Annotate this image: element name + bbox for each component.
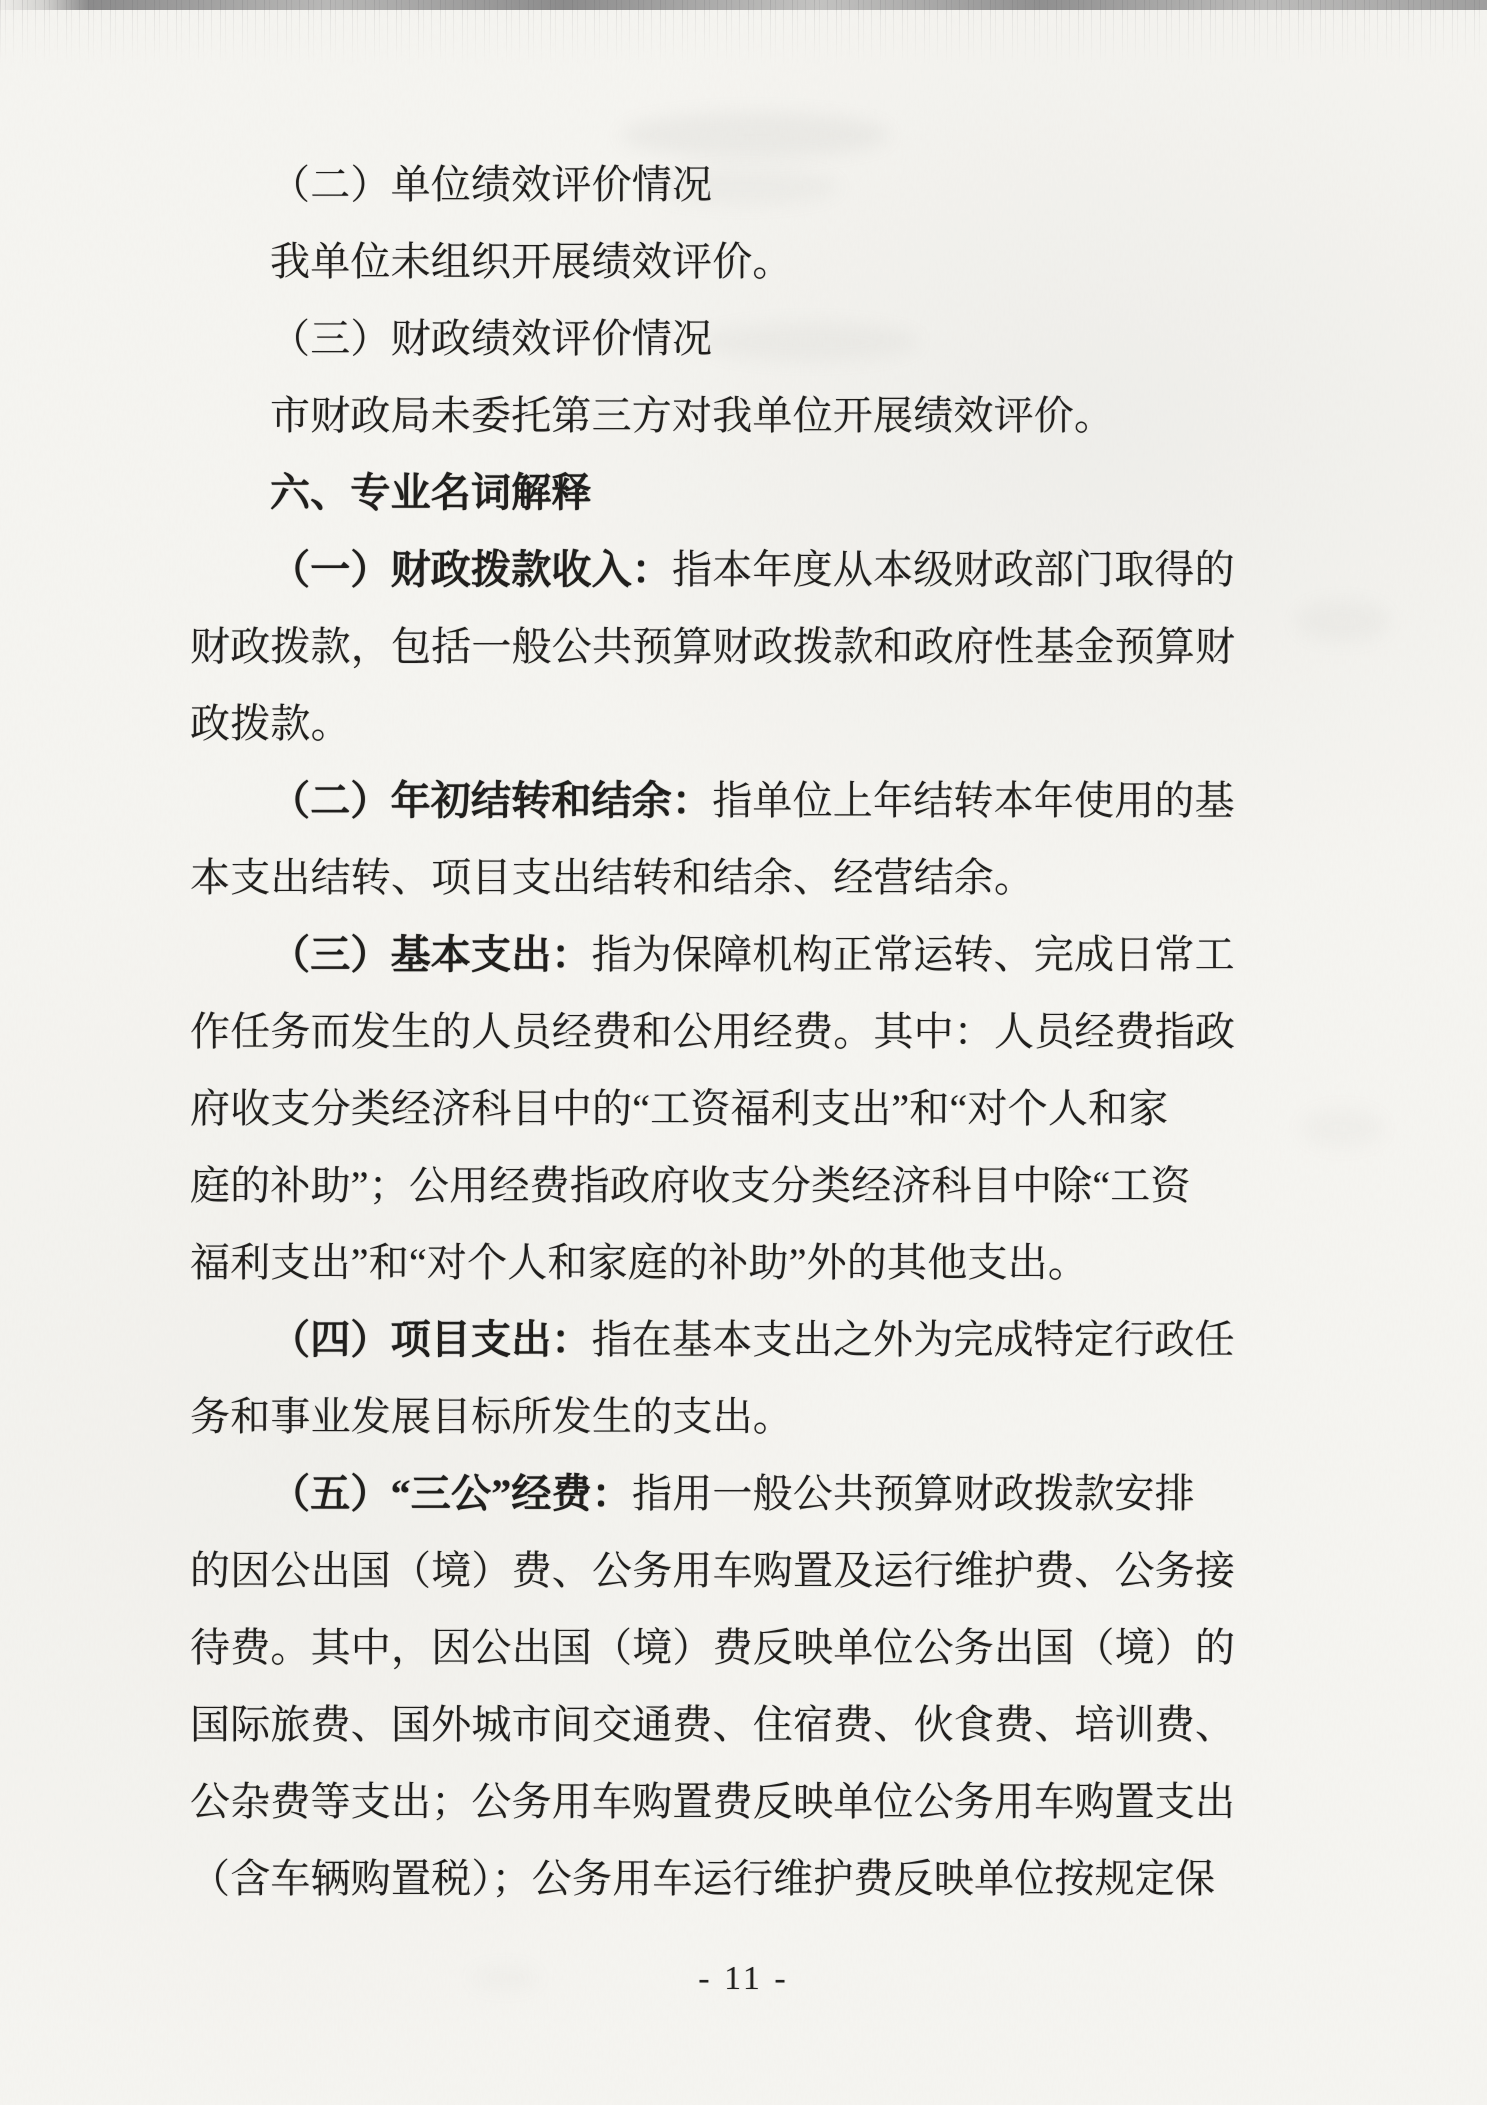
line-text: 指在基本支出之外为完成特定行政任 — [591, 1317, 1235, 1362]
line-text: 我单位未组织开展绩效评价。 — [270, 239, 793, 284]
text-line — [190, 993, 1250, 1070]
text-line — [190, 1840, 1250, 1917]
text-line — [190, 1455, 1250, 1532]
line-text: 指单位上年结转本年使用的基 — [712, 778, 1235, 823]
text-line — [190, 1070, 1250, 1147]
page-number: - 11 - — [698, 1960, 789, 1997]
line-text: 市财政局未委托第三方对我单位开展绩效评价。 — [270, 393, 1115, 438]
term-label: （二）年初结转和结余： — [270, 778, 713, 823]
line-text: 政拨款。 — [190, 701, 351, 746]
document-body — [190, 146, 1250, 1917]
line-text: 待费。其中，因公出国（境）费反映单位公务出国（境）的 — [190, 1625, 1236, 1670]
text-line — [190, 685, 1250, 762]
text-line — [190, 916, 1250, 993]
text-line — [190, 762, 1250, 839]
term-label: （三）基本支出： — [270, 932, 592, 977]
text-line — [190, 1609, 1250, 1686]
text-line — [190, 223, 1250, 300]
line-text: 府收支分类经济科目中的“工资福利支出”和“对个人和家 — [190, 1086, 1169, 1131]
text-line — [190, 1686, 1250, 1763]
line-text: 福利支出”和“对个人和家庭的补助”外的其他支出。 — [190, 1240, 1089, 1285]
term-label: （一）财政拨款收入： — [270, 547, 672, 592]
text-line — [190, 1763, 1250, 1840]
line-text: 指本年度从本级财政部门取得的 — [672, 547, 1235, 592]
line-text: 本支出结转、项目支出结转和结余、经营结余。 — [190, 855, 1035, 900]
text-line — [190, 1532, 1250, 1609]
line-text: 财政拨款，包括一般公共预算财政拨款和政府性基金预算财 — [190, 624, 1236, 669]
text-line — [190, 1378, 1250, 1455]
line-text: 指为保障机构正常运转、完成日常工 — [591, 932, 1235, 977]
line-text: （二）单位绩效评价情况 — [270, 162, 713, 207]
text-line — [190, 608, 1250, 685]
line-text: 作任务而发生的人员经费和公用经费。其中：人员经费指政 — [190, 1009, 1236, 1054]
line-text: 庭的补助”；公用经费指政府收支分类经济科目中除“工资 — [190, 1163, 1191, 1208]
term-label: （五）“三公”经费： — [270, 1471, 632, 1516]
line-text: （含车辆购置税）；公务用车运行维护费反映单位按规定保 — [190, 1856, 1216, 1901]
bleed-through-artifact — [1300, 1108, 1385, 1148]
section-heading-terms — [190, 454, 1250, 531]
scan-streak-artifact — [0, 0, 1487, 64]
line-text: 的因公出国（境）费、公务用车购置及运行维护费、公务接 — [190, 1548, 1236, 1593]
line-text: 务和事业发展目标所发生的支出。 — [190, 1394, 793, 1439]
text-line — [190, 1147, 1250, 1224]
subheading-finance-evaluation — [190, 300, 1250, 377]
term-label: （四）项目支出： — [270, 1317, 592, 1362]
line-text: 指用一般公共预算财政拨款安排 — [632, 1471, 1195, 1516]
text-line — [190, 531, 1250, 608]
line-text: 国际旅费、国外城市间交通费、住宿费、伙食费、培训费、 — [190, 1702, 1236, 1747]
text-line — [190, 1301, 1250, 1378]
text-line — [190, 1224, 1250, 1301]
line-text: 公杂费等支出；公务用车购置费反映单位公务用车购置支出 — [190, 1779, 1236, 1824]
bleed-through-artifact — [1295, 600, 1390, 642]
term-label: 六、专业名词解释 — [270, 470, 592, 515]
line-text: （三）财政绩效评价情况 — [270, 316, 713, 361]
text-line — [190, 839, 1250, 916]
subheading-unit-evaluation — [190, 146, 1250, 223]
text-line — [190, 377, 1250, 454]
